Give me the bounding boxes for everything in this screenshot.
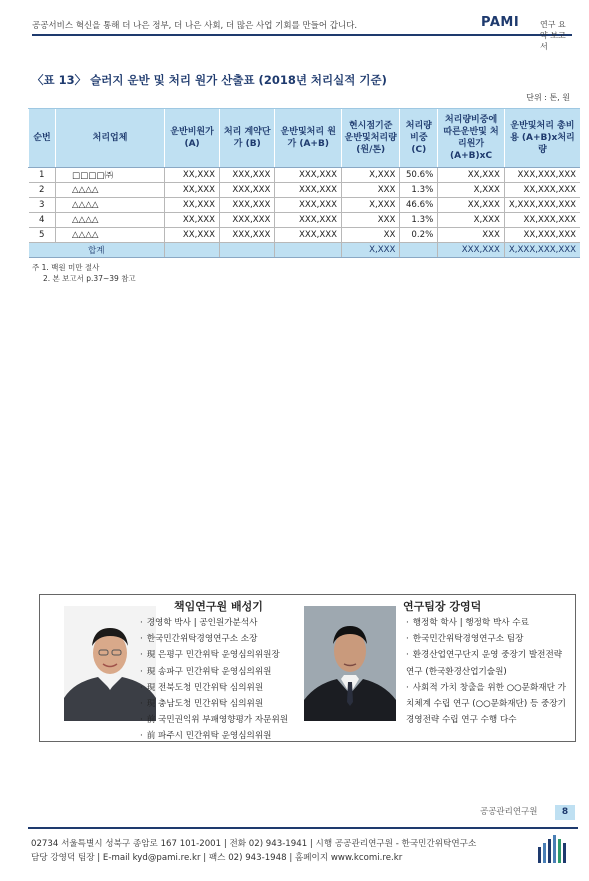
header-tagline: 공공서비스 혁신을 통해 더 나은 정부, 더 나은 사회, 더 많은 사업 기회를 만들어 갑니다. <box>32 21 358 31</box>
table-cell: XXX,XXX <box>220 228 275 243</box>
table-cell: XXX <box>438 228 505 243</box>
col-header: 운반비원가 (A) <box>165 109 220 168</box>
researcher-name: 연구팀장 강영덕 <box>403 600 482 613</box>
footer-contact: 담당 강영덕 팀장 | E-mail kyd@pami.re.kr | 팩스 02) 943-1948 | 홈페이지 www.kcomi.re.kr <box>31 853 403 863</box>
researcher-bio <box>140 615 288 745</box>
table-cell: XX,XXX <box>165 228 220 243</box>
table-cell: △△△△ <box>56 228 165 243</box>
researcher-bio <box>406 615 566 728</box>
table-cell: XXX,XXX <box>275 183 342 198</box>
table-unit: 단위 : 톤, 원 <box>526 93 570 102</box>
table-header-row <box>29 109 581 168</box>
bio-item: · 現 송파구 민간위탁 운영심의위원 <box>140 664 288 680</box>
page-number: 8 <box>555 805 575 820</box>
footer-address: 02734 서울특별시 성북구 종암로 167 101-2001 | 전화 02) 943-1941 | 시행 공공관리연구원 - 한국민간위탁연구소 <box>31 839 477 849</box>
researcher-profiles <box>39 594 576 742</box>
table-notes <box>32 262 136 284</box>
table-cell: XXX,XXX <box>275 168 342 183</box>
table-cell <box>220 243 275 258</box>
table-cell: 4 <box>29 213 56 228</box>
table-cell: X,XXX <box>342 168 400 183</box>
page-footer-org: 공공관리연구원 <box>480 807 538 817</box>
table-cell: 50.6% <box>400 168 438 183</box>
table-cell: 1.3% <box>400 183 438 198</box>
table-cell <box>275 243 342 258</box>
table-cell <box>165 243 220 258</box>
bio-item: · 現 전북도청 민간위탁 심의위원 <box>140 680 288 696</box>
table-cell: XXX <box>342 213 400 228</box>
table-row <box>29 213 581 228</box>
col-header: 순번 <box>29 109 56 168</box>
table-row <box>29 183 581 198</box>
table-cell: XX,XXX <box>165 213 220 228</box>
table-title: 〈표 13〉 슬러지 운반 및 처리 원가 산출표 (2018년 처리실적 기준) <box>32 73 387 87</box>
table-cell: X,XXX,XXX,XXX <box>504 243 580 258</box>
table-cell: XXX,XXX <box>220 168 275 183</box>
bio-item: · 前 파주시 민간위탁 운영심의위원 <box>140 728 288 744</box>
bio-item: · 한국민간위탁경영연구소 소장 <box>140 631 288 647</box>
col-header: 처리량 비중 (C) <box>400 109 438 168</box>
bio-item: · 행정학 학사 | 행정학 박사 수료 <box>406 615 566 631</box>
bio-item: · 경영학 박사 | 공인원가분석사 <box>140 615 288 631</box>
table-cell: XX,XXX <box>438 198 505 213</box>
researcher-photo <box>304 606 396 721</box>
table-cell: X,XXX <box>438 183 505 198</box>
header-brand: PAMI <box>481 15 520 30</box>
table-cell: XXX <box>342 183 400 198</box>
table-total-row <box>29 243 581 258</box>
table-row <box>29 198 581 213</box>
col-header: 처리업체 <box>56 109 165 168</box>
table-cell: XX,XXX <box>165 198 220 213</box>
table-cell: XXX,XXX <box>220 213 275 228</box>
footer-divider <box>28 827 578 829</box>
col-header: 처리 계약단가 (B) <box>220 109 275 168</box>
table-cell: XX,XXX,XXX <box>504 183 580 198</box>
table-cell: X,XXX <box>342 198 400 213</box>
institute-logo-icon <box>536 833 572 863</box>
table-cell: △△△△ <box>56 213 165 228</box>
note: 2. 본 보고서 p.37~39 참고 <box>43 274 136 283</box>
col-header: 현시점기준 운반및처리량 (원/톤) <box>342 109 400 168</box>
table-cell: XX <box>342 228 400 243</box>
table-cell: 3 <box>29 198 56 213</box>
cost-table <box>28 108 580 258</box>
bio-item: · 現 은평구 민간위탁 운영심의위원장 <box>140 647 288 663</box>
table-cell: X,XXX,XXX,XXX <box>504 198 580 213</box>
note: 주 1. 백원 미만 절사 <box>32 263 100 272</box>
researcher-name: 책임연구원 배성기 <box>174 600 263 613</box>
header-doc-type: 연구 요약 보고서 <box>540 20 566 51</box>
table-cell: 1.3% <box>400 213 438 228</box>
table-cell: △△△△ <box>56 198 165 213</box>
table-cell: XXX,XXX,XXX <box>504 168 580 183</box>
col-header: 운반및처리 총비용 (A+B)x처리량 <box>504 109 580 168</box>
table-cell: XXX,XXX <box>275 228 342 243</box>
page-header <box>32 14 572 51</box>
table-cell: XXX,XXX <box>220 198 275 213</box>
table-cell: X,XXX <box>342 243 400 258</box>
table-cell: X,XXX <box>438 213 505 228</box>
table-cell: XXX,XXX <box>438 243 505 258</box>
table-cell: 1 <box>29 168 56 183</box>
table-cell: 5 <box>29 228 56 243</box>
table-cell: XX,XXX,XXX <box>504 228 580 243</box>
bio-item: · 사회적 가치 창출을 위한 ○○문화재단 가치체계 수립 연구 (○○문화재단) 등 중장기 경영전략 수립 연구 수행 다수 <box>406 680 566 729</box>
bio-item: · 現 충남도청 민간위탁 심의위원 <box>140 696 288 712</box>
table-cell: 2 <box>29 183 56 198</box>
table-cell: XXX,XXX <box>275 198 342 213</box>
bio-item: · 한국민간위탁경영연구소 팀장 <box>406 631 566 647</box>
portrait-image <box>304 606 396 721</box>
table-cell <box>400 243 438 258</box>
col-header: 처리량비중에 따른운반및 처리원가 (A+B)xC <box>438 109 505 168</box>
table-cell: XX,XXX <box>165 168 220 183</box>
table-cell: XXX,XXX <box>220 183 275 198</box>
table-row <box>29 228 581 243</box>
table-row <box>29 168 581 183</box>
table-cell: XX,XXX <box>438 168 505 183</box>
col-header: 운반및처리 원가 (A+B) <box>275 109 342 168</box>
table-cell: □□□□㈜ <box>56 168 165 183</box>
bio-item: · 환경산업연구단지 운영 중장기 발전전략 연구 (한국환경산업기술원) <box>406 647 566 679</box>
table-cell: XX,XXX,XXX <box>504 213 580 228</box>
bio-item: · 前 국민권익위 부패영향평가 자문위원 <box>140 712 288 728</box>
table-cell: 0.2% <box>400 228 438 243</box>
table-cell: 46.6% <box>400 198 438 213</box>
table-cell: 합계 <box>29 243 165 258</box>
table-cell: △△△△ <box>56 183 165 198</box>
table-cell: XX,XXX <box>165 183 220 198</box>
table-cell: XXX,XXX <box>275 213 342 228</box>
